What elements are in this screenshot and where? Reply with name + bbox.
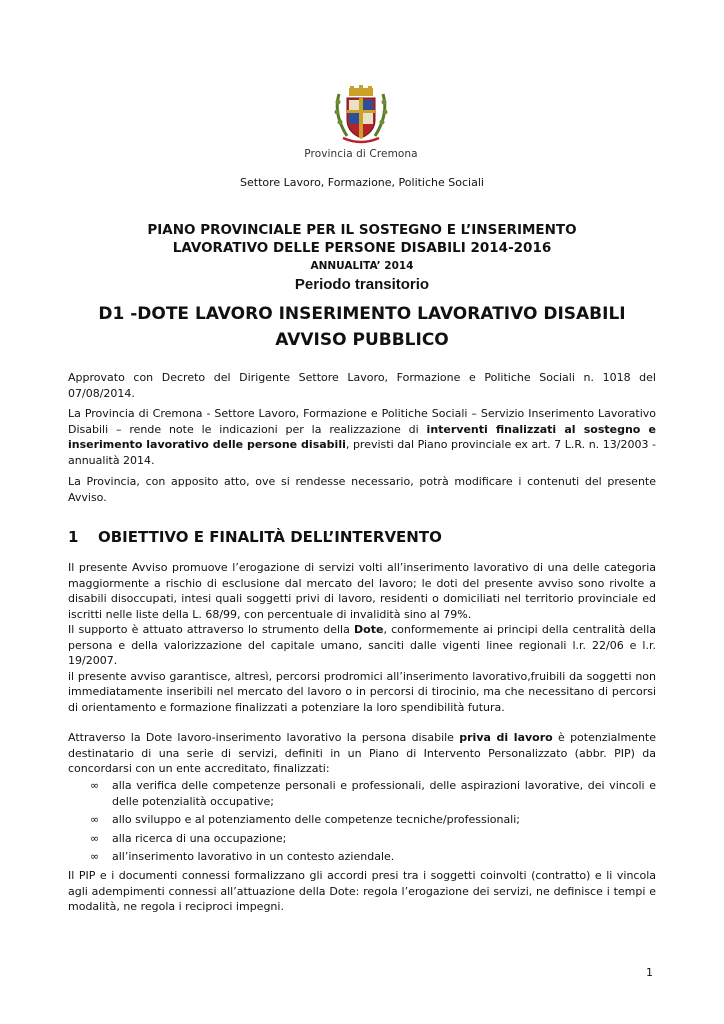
title-avviso-pubblico: AVVISO PUBBLICO — [275, 330, 449, 350]
infinity-bullet-icon: ∞ — [90, 813, 100, 826]
dote-bold-text: Dote — [354, 623, 384, 636]
bullet-text: alla verifica delle competenze personali e professionali, delle aspirazioni lavorative, dei vincoli e delle potenzialità occupative; — [112, 779, 656, 808]
dote-text-b: è potenzialmente destinatario di una serie di servizi, definiti in un Piano di Intervento Personalizzato (abbr. PIP) da concordarsi con un ente accreditato, finalizzati: — [68, 731, 656, 775]
title-periodo: Periodo transitorio — [294, 276, 430, 293]
bullet-text: allo sviluppo e al potenziamento delle competenze tecniche/professionali; — [112, 813, 521, 826]
approval-paragraph: Approvato con Decreto del Dirigente Settore Lavoro, Formazione e Politiche Sociali n. 1018 del 07/08/2014. — [68, 371, 656, 400]
intro-text-b: , previsti dal Piano provinciale ex art. 7 L.R. n. 13/2003 - annualità 2014. — [68, 438, 656, 467]
section-title: OBIETTIVO E FINALITÀ DELL’INTERVENTO — [98, 528, 442, 546]
section-paragraph-3: il presente avviso garantisce, altresì, percorsi prodromici all’inserimento lavorativo,fruibili da soggetti non immediatamente inseribili nel mercato del lavoro o in percorsi di tirocinio, ma che necessitano di percorsi di orientamento e formazione finalizzati a potenziare la loro spendibilità futura. — [68, 669, 656, 714]
intro-text-a: La Provincia di Cremona - Settore Lavoro, Formazione e Politiche Sociali – Servizio Inserimento Lavorativo Disabili – rende note le indicazioni per la realizzazione di — [68, 407, 656, 436]
title-annualita: ANNUALITA’ 2014 — [310, 260, 414, 272]
modification-paragraph: La Provincia, con apposito atto, ove si rendesse necessario, potrà modificare i contenuti del presente Avviso. — [68, 475, 656, 504]
section-paragraph-1: Il presente Avviso promuove l’erogazione di servizi volti all’inserimento lavorativo di una delle categoria maggiormente a rischio di esclusione dal mercato del lavoro; le doti del presente avviso sono rivolte a disabili disoccupati, intesi quali soggetti privi di lavoro, residenti o domiciliati nel territorio provinciale ed iscritti nelle liste della L. 68/99, con percentuale di invalidità sino al 79%. — [68, 561, 656, 621]
title-line-2: LAVORATIVO DELLE PERSONE DISABILI 2014-2016 — [172, 240, 552, 256]
page-number: 1 — [646, 966, 653, 979]
dote-paragraph — [68, 730, 656, 777]
list-item — [90, 831, 656, 847]
dote-text-a: Attraverso la Dote lavoro-inserimento lavorativo la persona disabile — [68, 731, 460, 744]
department-line: Settore Lavoro, Formazione, Politiche Sociali — [240, 176, 484, 189]
title-dote-lavoro: D1 -DOTE LAVORO INSERIMENTO LAVORATIVO DISABILI — [98, 304, 626, 324]
province-name: Provincia di Cremona — [304, 148, 418, 160]
services-bullet-list — [90, 778, 656, 868]
priva-di-lavoro-bold: priva di lavoro — [459, 731, 553, 744]
section-paragraph-2a: Il supporto è attuato attraverso lo strumento della — [68, 623, 355, 636]
bullet-text: alla ricerca di una occupazione; — [112, 831, 287, 845]
section-body — [68, 560, 656, 715]
section-paragraph-2b: , conformemente ai principi della centralità della persona e della valorizzazione del capitale umano, sanciti dalle vigenti linee regionali l.r. 22/06 e l.r. 19/2007. — [68, 623, 656, 667]
list-item — [90, 849, 656, 865]
list-item — [90, 778, 656, 809]
pip-paragraph: Il PIP e i documenti connessi formalizzano gli accordi presi tra i soggetti coinvolti (contratto) e li vincola agli adempimenti connessi all’attuazione della Dote: regola l’erogazione dei servizi, ne definisce i tempi e modalità, ne regola i reciproci impegni. — [68, 869, 656, 913]
infinity-bullet-icon: ∞ — [90, 831, 100, 845]
infinity-bullet-icon: ∞ — [90, 779, 100, 792]
title-line-1: PIANO PROVINCIALE PER IL SOSTEGNO E L’INSERIMENTO — [147, 222, 577, 238]
infinity-bullet-icon: ∞ — [90, 850, 100, 863]
bullet-text: all’inserimento lavorativo in un contesto aziendale. — [112, 850, 395, 863]
intro-bold-text: interventi finalizzati al sostegno e inserimento lavorativo delle persone disabili — [68, 422, 656, 451]
intro-paragraph — [68, 406, 656, 468]
coat-of-arms-icon — [329, 84, 393, 144]
section-heading — [68, 528, 442, 546]
province-logo — [296, 84, 426, 166]
list-item — [90, 812, 656, 828]
section-number: 1 — [68, 528, 79, 546]
